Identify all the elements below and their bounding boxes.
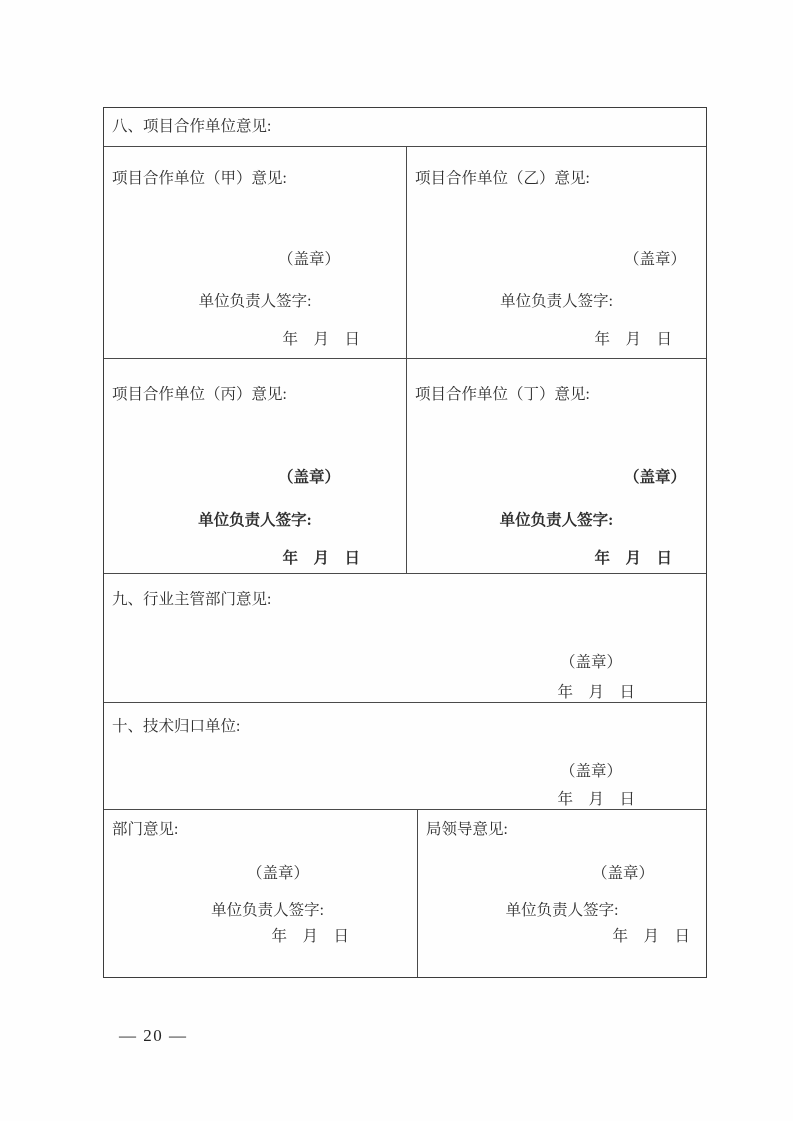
partner-b-date-label: 年 月 日 <box>594 331 672 348</box>
partner-c-stamp-label: （盖章） <box>277 469 340 486</box>
section-10-stamp-label: （盖章） <box>559 763 622 780</box>
opinion-cell-partner-b <box>407 147 706 358</box>
section-9-title: 九、行业主管部门意见: <box>112 591 272 608</box>
partner-b-stamp-label: （盖章） <box>623 251 686 268</box>
opinion-cell-partner-a <box>104 147 407 358</box>
section-10-row <box>104 702 706 809</box>
partner-d-date-label: 年 月 日 <box>594 550 672 567</box>
section-8-header: 八、项目合作单位意见: <box>112 118 272 135</box>
partner-row-ab <box>104 146 706 358</box>
department-stamp-label: （盖章） <box>246 865 309 882</box>
partner-row-cd <box>104 358 706 573</box>
bureau-leader-stamp-label: （盖章） <box>591 865 654 882</box>
section-9-date-label: 年 月 日 <box>557 684 635 701</box>
section-10-cell <box>104 703 706 809</box>
department-date-label: 年 月 日 <box>271 928 349 945</box>
section-10-date-label: 年 月 日 <box>557 791 635 808</box>
partner-c-title: 项目合作单位（丙）意见: <box>112 386 287 403</box>
partner-c-sign-label: 单位负责人签字: <box>198 512 312 529</box>
partner-a-sign-label: 单位负责人签字: <box>198 293 312 310</box>
partner-b-sign-label: 单位负责人签字: <box>500 293 613 310</box>
section-9-row <box>104 573 706 702</box>
opinion-cell-department <box>104 810 418 977</box>
approval-form-table <box>103 107 707 978</box>
partner-d-title: 项目合作单位（丁）意见: <box>415 386 590 403</box>
bureau-leader-sign-label: 单位负责人签字: <box>505 902 619 919</box>
section-9-stamp-label: （盖章） <box>559 654 622 671</box>
partner-b-title: 项目合作单位（乙）意见: <box>415 170 590 187</box>
partner-d-stamp-label: （盖章） <box>623 469 686 486</box>
opinion-cell-partner-d <box>407 359 706 573</box>
partner-c-date-label: 年 月 日 <box>282 550 360 567</box>
department-sign-label: 单位负责人签字: <box>211 902 324 919</box>
page-number: — 20 — <box>119 1026 188 1045</box>
partner-a-title: 项目合作单位（甲）意见: <box>112 170 287 187</box>
bureau-leader-title: 局领导意见: <box>426 821 508 838</box>
partner-a-stamp-label: （盖章） <box>277 251 340 268</box>
partner-a-date-label: 年 月 日 <box>282 331 360 348</box>
bureau-leader-date-label: 年 月 日 <box>612 928 690 945</box>
section-8-header-row <box>104 108 706 146</box>
partner-d-sign-label: 单位负责人签字: <box>499 512 614 529</box>
approval-row <box>104 809 706 977</box>
opinion-cell-partner-c <box>104 359 407 573</box>
opinion-cell-bureau-leader <box>418 810 706 977</box>
section-10-title: 十、技术归口单位: <box>112 718 241 735</box>
department-title: 部门意见: <box>112 821 179 838</box>
section-9-cell <box>104 574 706 702</box>
